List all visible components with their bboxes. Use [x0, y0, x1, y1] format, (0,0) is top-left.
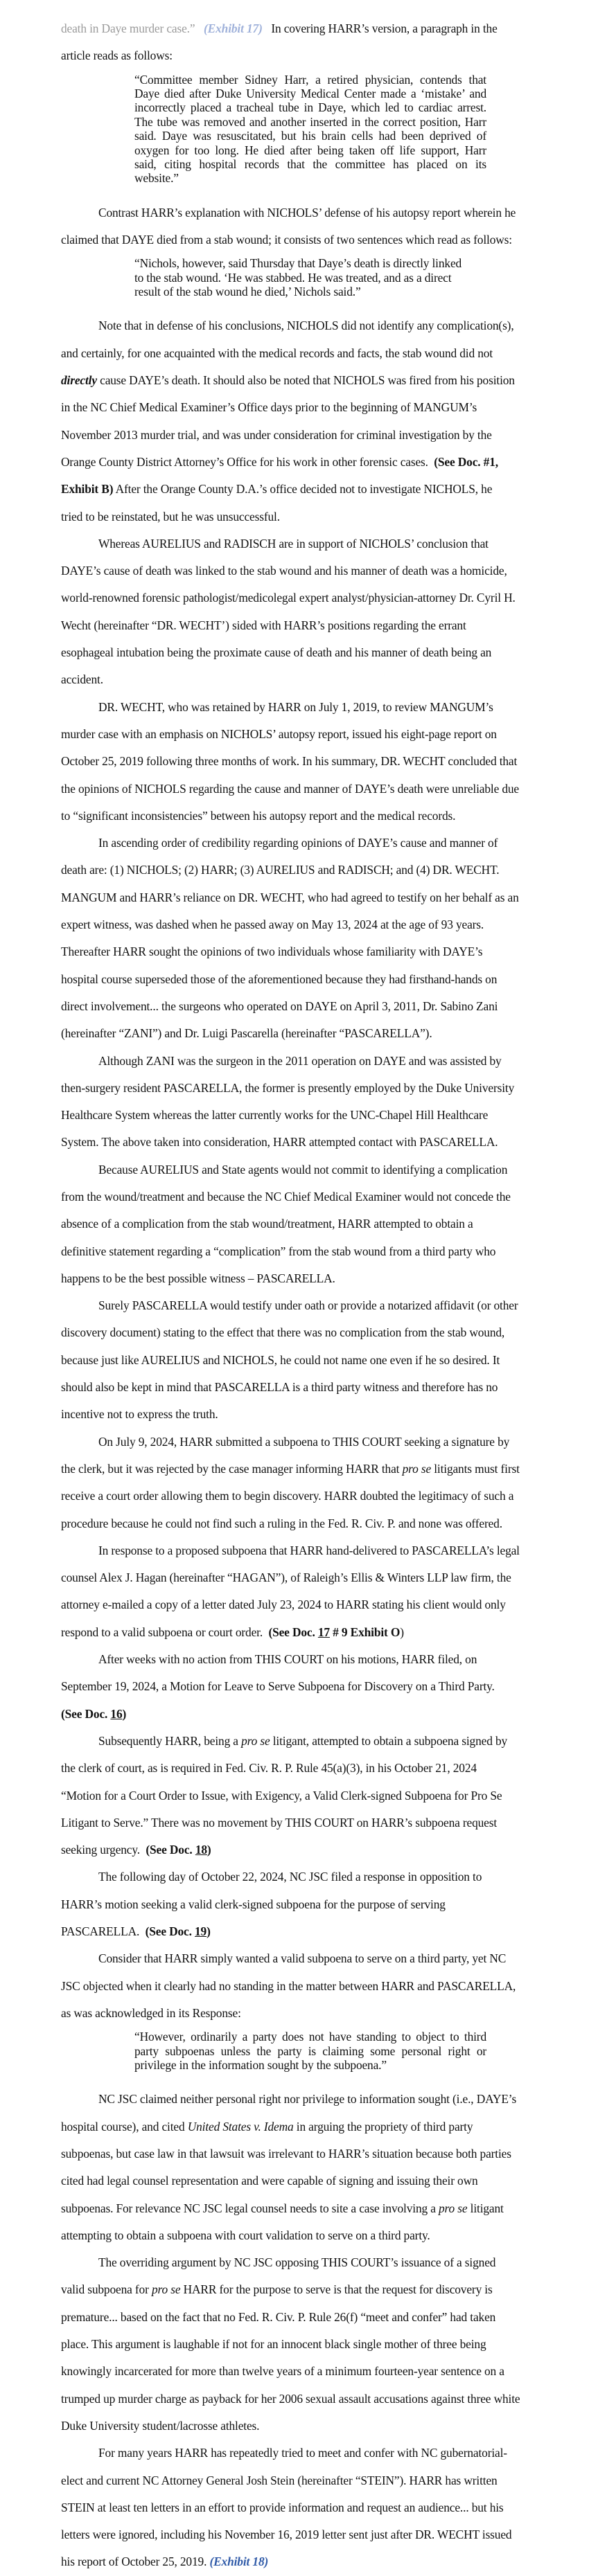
- text-line: HARR’s motion seeking a valid clerk-signed subpoena for the purpose of serving: [61, 1897, 446, 1911]
- text-line: attorney e-mailed a copy of a letter dated July 23, 2024 to HARR stating his client would only: [61, 1598, 506, 1612]
- text-line: article reads as follows:: [61, 48, 173, 63]
- text-line: in the NC Chief Medical Examiner’s Office days prior to the beginning of MANGUM’s: [61, 400, 477, 415]
- quote-line: Daye died after Duke University Medical Center made a ‘mistake’ and: [134, 86, 486, 100]
- text-line: death are: (1) NICHOLS; (2) HARR; (3) AURELIUS and RADISCH; and (4) DR. WECHT.: [61, 863, 500, 877]
- text-line: procedure because he could not find such a ruling in the Fed. R. Civ. P. and none was offered.: [61, 1516, 502, 1530]
- text-line: discovery document) stating to the effect that there was no complication from the stab wound,: [61, 1325, 505, 1340]
- doc-ref-close: ): [122, 1706, 127, 1721]
- emphasis-text: directly: [61, 373, 97, 388]
- text-line: October 25, 2019 following three months of work. In his summary, DR. WECHT concluded that: [61, 754, 518, 769]
- doc-ref-prefix: (See Doc.: [268, 1625, 318, 1639]
- text-line: In response to a proposed subpoena that HARR hand-delivered to PASCARELLA’s legal: [98, 1543, 520, 1557]
- text-line: Contrast HARR’s explanation with NICHOLS’ defense of his autopsy report wherein he: [98, 205, 516, 220]
- text-line: attempting to obtain a subpoena with court validation to serve on a third party.: [61, 2228, 430, 2242]
- text: In covering HARR’s version, a paragraph in the: [271, 21, 498, 35]
- text: litigant: [467, 2201, 504, 2215]
- case-citation: United States v. Idema: [187, 2119, 294, 2134]
- text-line: knowingly incarcerated for more than twelve years of a minimum fourteen-year sentence on a: [61, 2364, 504, 2379]
- text-line: premature... based on the fact that no Fed. R. Civ. P. Rule 26(f) “meet and confer” had taken: [61, 2309, 496, 2324]
- text-line: [61, 2548, 546, 2575]
- text-line: September 19, 2024, a Motion for Leave to Serve Subpoena for Discovery on a Third Party.: [61, 1679, 495, 1694]
- text: valid subpoena for: [61, 2282, 152, 2297]
- doc-reference: [146, 1924, 211, 1938]
- text-line: subpoenas, but case law in that lawsuit was irrelevant to HARR’s situation because both parties: [61, 2146, 511, 2161]
- text: the clerk, but it was rejected by the case manager informing HARR that: [61, 1461, 403, 1476]
- text-line: direct involvement... the surgeons who operated on DAYE on April 3, 2011, Dr. Sabino Zani: [61, 999, 498, 1013]
- quote-line: “Committee member Sidney Harr, a retired physician, contends that: [134, 72, 486, 87]
- text-line: accident.: [61, 672, 103, 687]
- doc-ref-close: ): [400, 1625, 404, 1639]
- text-line: counsel Alex J. Hagan (hereinafter “HAGAN”), of Raleigh’s Ellis & Winters LLP law firm, the: [61, 1571, 511, 1585]
- text-line: November 2013 murder trial, and was under consideration for criminal investigation by the: [61, 427, 492, 442]
- text: seeking urgency.: [61, 1843, 143, 1857]
- text-line: Duke University student/lacrosse athletes.: [61, 2418, 260, 2433]
- italic-text: pro se: [151, 2282, 181, 2297]
- quote-line: party subpoenas unless the party is claiming some personal right or: [134, 2043, 486, 2058]
- doc-ref-suffix: # 9 Exhibit O: [329, 1625, 401, 1639]
- text-line: Healthcare System whereas the latter currently works for the UNC-Chapel Hill Healthcare: [61, 1108, 489, 1122]
- text-line: place. This argument is laughable if not for an innocent black single mother of three being: [61, 2337, 486, 2352]
- italic-text: pro se: [439, 2201, 468, 2215]
- quote-line: incorrectly placed a tracheal tube in Daye, which led to cardiac arrest.: [134, 100, 486, 115]
- text-line: The following day of October 22, 2024, NC JSC filed a response in opposition to: [98, 1870, 482, 1884]
- doc-reference: Exhibit B): [61, 482, 114, 497]
- text-line: Surely PASCARELLA would testify under oath or provide a notarized affidavit (or other: [98, 1298, 518, 1313]
- text-line: the opinions of NICHOLS regarding the cause and manner of DAYE’s death were unreliable due: [61, 781, 519, 796]
- quote-line: privilege in the information sought by the subpoena.”: [134, 2057, 387, 2072]
- italic-text: pro se: [402, 1461, 432, 1476]
- text-line: to “significant inconsistencies” between his autopsy report and the medical records.: [61, 808, 456, 823]
- text-line: [61, 2276, 546, 2303]
- text: his report of October 25, 2019.: [61, 2555, 210, 2569]
- text-line: should also be kept in mind that PASCARELLA is a third party witness and therefore has no: [61, 1380, 498, 1395]
- text-line: [61, 1728, 546, 1755]
- text: HARR for the purpose to serve is that the request for discovery is: [180, 2282, 493, 2297]
- doc-reference: (See Doc. #1,: [434, 454, 498, 469]
- text-line: [61, 15, 546, 42]
- text: in arguing the propriety of third party: [293, 2119, 473, 2134]
- text-line: System. The above taken into consideration, HARR attempted contact with PASCARELLA.: [61, 1135, 498, 1150]
- text-line: [61, 449, 546, 476]
- text: litigant, attempted to obtain a subpoena signed by: [270, 1733, 508, 1748]
- text-line: incentive not to express the truth.: [61, 1407, 218, 1422]
- text-line: then-surgery resident PASCARELLA, the former is presently employed by the Duke University: [61, 1080, 515, 1095]
- text-line: In ascending order of credibility regarding opinions of DAYE’s cause and manner of: [98, 836, 498, 850]
- text-line: Because AURELIUS and State agents would not commit to identifying a complication: [98, 1162, 508, 1177]
- text-line: DAYE’s cause of death was linked to the stab wound and his manner of death was a homicide,: [61, 564, 507, 578]
- text-line: definitive statement regarding a “complication” from the stab wound from a third party who: [61, 1244, 496, 1258]
- text-line: absence of a complication from the stab wound/treatment, HARR attempted to obtain a: [61, 1217, 473, 1231]
- text-line: On July 9, 2024, HARR submitted a subpoena to THIS COURT seeking a signature by: [98, 1434, 510, 1449]
- text-line: [61, 1836, 546, 1863]
- text-line: tried to be reinstated, but he was unsuccessful.: [61, 509, 280, 524]
- text-line: [61, 1701, 546, 1728]
- text-line: happens to be the best possible witness – PASCARELLA.: [61, 1271, 335, 1285]
- text-line: Note that in defense of his conclusions, NICHOLS did not identify any complication(s),: [98, 319, 514, 333]
- text-line: Wecht (hereinafter “DR. WECHT’) sided with HARR’s positions regarding the errant: [61, 618, 466, 632]
- doc-18-link[interactable]: 18: [195, 1843, 207, 1857]
- quote-line: The tube was removed and another inserted in the correct position, Harr: [134, 114, 486, 129]
- text-line: world-renowned forensic pathologist/medicolegal expert analyst/physician-attorney Dr. Cyril H.: [61, 591, 516, 605]
- exhibit-18-link[interactable]: (Exhibit 18): [209, 2555, 269, 2569]
- text-line: murder case with an emphasis on NICHOLS’ autopsy report, issued his eight-page report on: [61, 726, 497, 741]
- text-line: from the wound/treatment and because the NC Chief Medical Examiner would not concede the: [61, 1189, 511, 1204]
- text-line: letters were ignored, including his November 16, 2019 letter sent just after DR. WECHT issued: [61, 2528, 512, 2542]
- text-line: claimed that DAYE died from a stab wound; it consists of two sentences which read as follows:: [61, 233, 512, 247]
- doc-ref-prefix: (See Doc.: [61, 1706, 111, 1721]
- quote-line: oxygen for too long. He died after being taken off life support, Harr: [134, 143, 486, 157]
- block-quote-harr: [134, 73, 486, 186]
- document-page: [61, 15, 546, 2576]
- quote-line: result of the stab wound he died,’ Nichols said.”: [134, 285, 361, 299]
- italic-text: pro se: [241, 1733, 270, 1748]
- text-line: The overriding argument by NC JSC opposing THIS COURT’s issuance of a signed: [98, 2255, 496, 2270]
- doc-ref-prefix: (See Doc.: [145, 1924, 195, 1938]
- text-line: [61, 1918, 546, 1945]
- text-line: hospital course superseded those of the aforementioned because they had firsthand-hands on: [61, 972, 498, 986]
- exhibit-17-link[interactable]: (Exhibit 17): [204, 21, 263, 35]
- text: After the Orange County D.A.’s office decided not to investigate NICHOLS, he: [113, 482, 493, 497]
- text-line: “Motion for a Court Order to Issue, with Exigency, a Valid Clerk-signed Subpoena for Pro Se: [61, 1788, 502, 1803]
- doc-17-link[interactable]: 17: [317, 1625, 330, 1639]
- quote-line: said. Daye was resuscitated, but his brain cells had been deprived of: [134, 129, 486, 143]
- text-line: esophageal intubation being the proximate cause of death and his manner of death being an: [61, 645, 492, 660]
- block-quote-nichols: [134, 256, 481, 298]
- doc-16-link[interactable]: 16: [110, 1706, 123, 1721]
- text-line: cited had legal counsel representation and were capable of signing and issuing their own: [61, 2174, 478, 2188]
- block-quote-response: [134, 2030, 486, 2072]
- text-line: [61, 1619, 546, 1646]
- text-line: receive a court order allowing them to begin discovery. HARR doubted the legitimacy of such a: [61, 1489, 514, 1503]
- doc-19-link[interactable]: 19: [195, 1924, 207, 1938]
- text-line: trumped up murder charge as payback for her 2006 sexual assault accusations against three white: [61, 2391, 520, 2406]
- text-line: Thereafter HARR sought the opinions of two individuals whose familiarity with DAYE’s: [61, 945, 483, 959]
- text-line: DR. WECHT, who was retained by HARR on July 1, 2019, to review MANGUM’s: [98, 699, 493, 714]
- quote-line: “Nichols, however, said Thursday that Daye’s death is directly linked: [134, 256, 462, 271]
- text-line: MANGUM and HARR’s reliance on DR. WECHT, who had agreed to testify on her behalf as an: [61, 890, 519, 904]
- text-line: [61, 367, 546, 394]
- text-line: JSC objected when it clearly had no standing in the matter between HARR and PASCARELLA,: [61, 1978, 516, 1993]
- doc-reference: [268, 1625, 400, 1639]
- text: cause DAYE’s death. It should also be noted that NICHOLS was fired from his position: [96, 373, 515, 388]
- doc-ref-close: ): [206, 1843, 211, 1857]
- text: litigants must first: [431, 1461, 520, 1476]
- text: Orange County District Attorney’s Office for his work in other forensic cases.: [61, 454, 432, 469]
- quote-line: to the stab wound. ‘He was stabbed. He was treated, and as a direct: [134, 270, 452, 285]
- text-line: and certainly, for one acquainted with the medical records and facts, the stab wound did not: [61, 346, 493, 360]
- text-line: [61, 1456, 546, 1483]
- text-line: Although ZANI was the surgeon in the 2011 operation on DAYE and was assisted by: [98, 1053, 502, 1068]
- quote-line: “However, ordinarily a party does not have standing to object to third: [134, 2030, 486, 2044]
- text-line: [61, 2113, 546, 2140]
- quote-line: website.”: [134, 171, 179, 186]
- text-line: [61, 476, 546, 503]
- faded-continuation-text: death in Daye murder case.”: [61, 21, 195, 35]
- text-line: Consider that HARR simply wanted a valid subpoena to serve on a third party, yet NC: [98, 1951, 507, 1966]
- text-line: because just like AURELIUS and NICHOLS, he could not name one even if he so desired. It: [61, 1352, 500, 1367]
- text: hospital course), and cited: [61, 2119, 188, 2134]
- quote-line: said, citing hospital records that the committee has placed on its: [134, 156, 486, 171]
- doc-ref-prefix: (See Doc.: [146, 1843, 195, 1857]
- text: PASCARELLA.: [61, 1924, 143, 1938]
- text-line: Litigant to Serve.” There was no movement by THIS COURT on HARR’s subpoena request: [61, 1815, 498, 1830]
- text-line: For many years HARR has repeatedly tried to meet and confer with NC gubernatorial-: [98, 2446, 507, 2460]
- text-line: (hereinafter “ZANI”) and Dr. Luigi Pascarella (hereinafter “PASCARELLA”).: [61, 1026, 432, 1041]
- text-line: elect and current NC Attorney General Josh Stein (hereinafter “STEIN”). HARR has written: [61, 2473, 498, 2487]
- text: subpoenas. For relevance NC JSC legal counsel needs to site a case involving a: [61, 2201, 439, 2215]
- text: Subsequently HARR, being a: [98, 1733, 242, 1748]
- text-line: STEIN at least ten letters in an effort to provide information and request an audience... but his: [61, 2500, 504, 2514]
- text-line: expert witness, was dashed when he passed away on May 13, 2024 at the age of 93 years.: [61, 918, 484, 932]
- doc-ref-close: ): [206, 1924, 211, 1938]
- doc-reference: [146, 1843, 211, 1857]
- text-line: Whereas AURELIUS and RADISCH are in support of NICHOLS’ conclusion that: [98, 536, 489, 551]
- text-line: NC JSC claimed neither personal right nor privilege to information sought (i.e., DAYE’s: [98, 2092, 517, 2107]
- text-line: After weeks with no action from THIS COURT on his motions, HARR filed, on: [98, 1652, 477, 1667]
- text: respond to a valid subpoena or court order.: [61, 1625, 266, 1639]
- text-line: [61, 2195, 546, 2222]
- text-line: the clerk of court, as is required in Fed. Civ. R. P. Rule 45(a)(3), in his October 21, 2024: [61, 1761, 477, 1776]
- text-line: as was acknowledged in its Response:: [61, 2005, 241, 2020]
